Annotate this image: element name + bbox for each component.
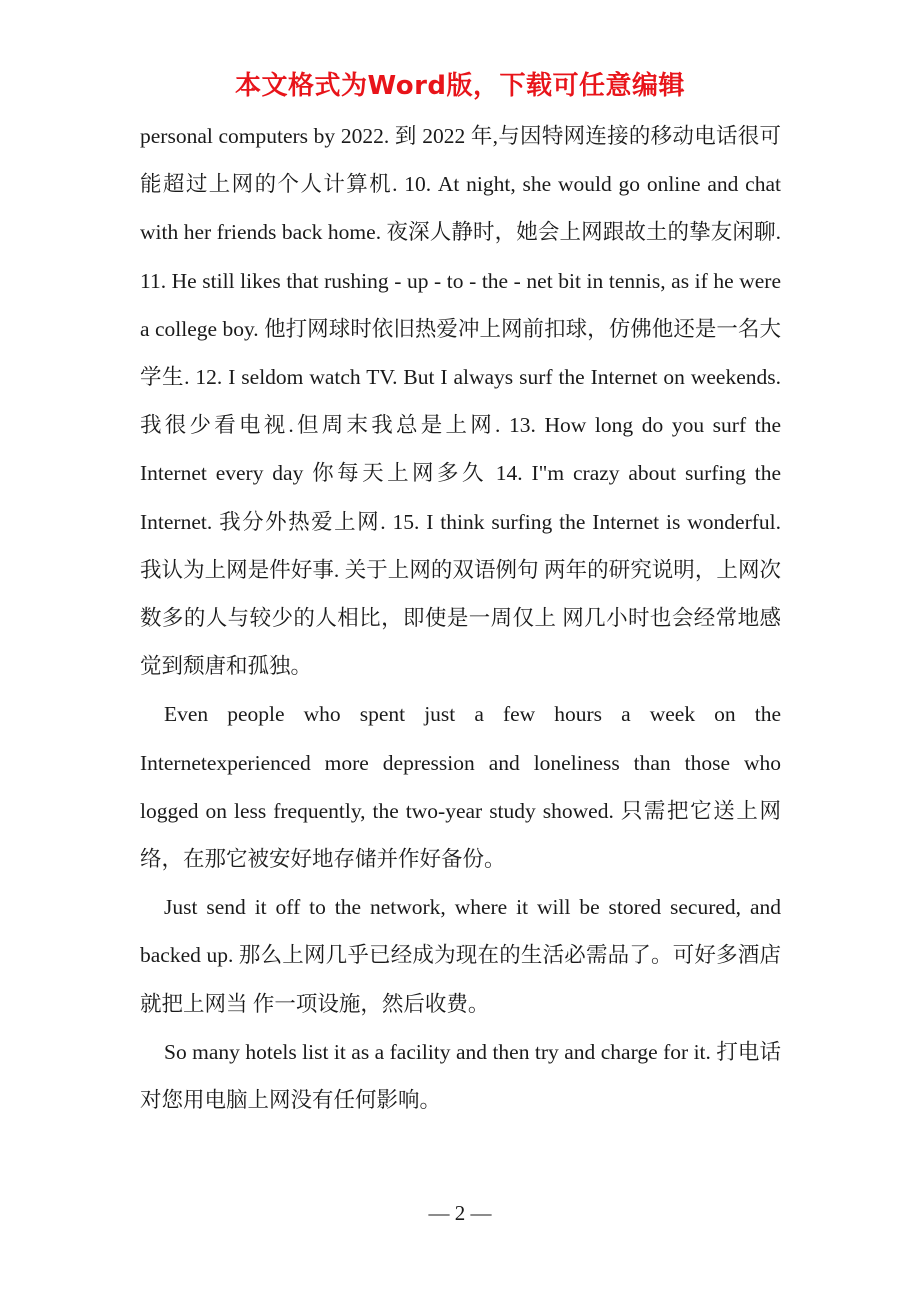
paragraph-3: Just send it off to the network, where it will be stored secured, and backed up. 那么上网几乎已经成为现在的生活必需品了。可好多酒店就把上网当 作一项设施，然后收费。 xyxy=(140,895,781,1016)
paragraph-1: personal computers by 2022. 到 2022 年,与因特网连接的移动电话很可能超过上网的个人计算机. 10. At night, she would go online and chat with her friends back home. 夜深人静时，她会上网跟故土的挚友闲聊. 11. He still likes that rushing - up - to - the - net bit in tennis, as if he were a college boy. 他打网球时依旧热爱冲上网前扣球，仿佛他还是一名大学生. 12. I seldom watch TV. But I always surf the Internet on weekends. 我很少看电视.但周末我总是上网. 13. How long do you surf the Internet every day 你每天上网多久 14. I"m crazy about surfing the Internet. 我分外热爱上网. 15. I think surfing the Internet is wonderful. 我认为上网是件好事. 关于上网的双语例句 两年的研究说明，上网次数多的人与较少的人相比，即使是一周仅上 网几小时也会经常地感觉到颓唐和孤独。 xyxy=(140,124,781,679)
document-body xyxy=(140,112,781,1124)
format-banner: 本文格式为Word版，下载可任意编辑 xyxy=(234,71,686,101)
paragraph-4: So many hotels list it as a facility and then try and charge for it. 打电话对您用电脑上网没有任何影响。 xyxy=(140,1039,781,1113)
page-number: — 2 — xyxy=(428,1201,492,1225)
paragraph-2: Even people who spent just a few hours a week on the Internetexperienced more depression and loneliness than those who logged on less frequently, the two-year study showed. 只需把它送上网络，在那它被安好地存储并作好备份。 xyxy=(140,702,781,872)
